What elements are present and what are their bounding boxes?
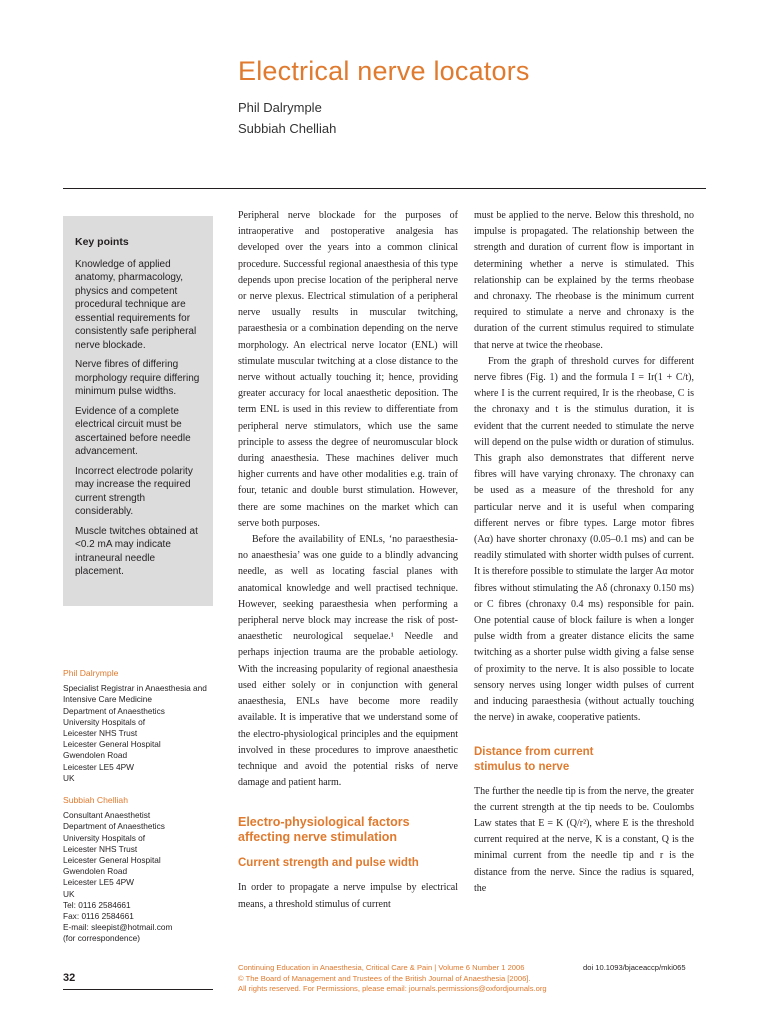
affiliation-line: Intensive Care Medicine — [63, 694, 153, 705]
key-points-box — [63, 216, 213, 606]
doi-label: doi 10.1093/bjaceaccp/mki065 — [583, 963, 686, 972]
page-number: 32 — [63, 972, 76, 984]
key-point: Nerve fibres of differing morphology require differing minimum pulse widths. — [75, 359, 200, 397]
affiliation-line: Gwendolen Road — [63, 750, 128, 761]
affiliation-line: Leicester NHS Trust — [63, 728, 138, 739]
key-points-heading: Key points — [75, 236, 129, 248]
affiliation-line: University Hospitals of — [63, 716, 146, 727]
article-title: Electrical nerve locators — [238, 56, 530, 86]
affiliation-line: E-mail: sleepist@hotmail.com — [63, 922, 173, 933]
affiliation-line: Leicester NHS Trust — [63, 843, 138, 854]
affiliation-line: Department of Anaesthetics — [63, 705, 165, 716]
affiliation-line: UK — [63, 772, 75, 783]
affiliation-line: Consultant Anaesthetist — [63, 810, 151, 821]
key-point: Knowledge of applied anatomy, pharmacology, physics and competent procedural technique are essential requirements for consistently safe peripheral nerve blockade. — [75, 258, 197, 351]
affiliation-line: Tel: 0116 2584661 — [63, 899, 131, 910]
body-paragraph: In order to propagate a nerve impulse by electrical means, a threshold stimulus of current — [238, 882, 458, 910]
footer-line: Continuing Education in Anaesthesia, Critical Care & Pain | Volume 6 Number 1 2006 — [238, 963, 525, 972]
affiliation-chelliah — [63, 795, 223, 945]
body-paragraph: Before the availability of ENLs, ‘no paraesthesia-no anaesthesia’ was one guide to a blindly advancing needle, as well as locating fascial planes with anatomical knowledge and well practised technique. However, seeking paraesthesia when performing a peripheral nerve block may increase the risk of post-anaesthetic neurological sequelae.¹ Needle and perhaps injection trauma are the probable aetiology. With the increasing popularity of regional anaesthesia used either solely or in conjunction with general anaesthesia, ENLs have become more readily available. It is imperative that we understand some of the electro-physiological principles and the equipment involved in these procedures to improve anaesthetic technique and avoid the potential risks of nerve damage and patient harm. — [238, 534, 458, 789]
body-paragraph: From the graph of threshold curves for different nerve fibres (Fig. 1) and the formula I = Ir(1 + C/t), where I is the current required, Ir is the rheobase, C is the chronaxy and t is the stimulus duration, it is evident that the current needed to stimulate the nerve will depend on the pulse width or duration of stimulus. This graph also demonstrates that different nerve fibres will have varying chronaxy. The chronaxy can be used as a measure of the threshold for any particular nerve and it is useful when comparing different nerves or fibre types. Large motor fibres (Aα) have shorter chronaxy (0.05–0.1 ms) and can be readily stimulated with shorter width pulses of current. It is therefore possible to stimulate the larger Aα motor fibres without stimulating the Aδ (chronaxy 0.150 ms) or C fibres (chronaxy 0.4 ms) responsible for pain. One potential cause of block failure is when a longer pulse width from a greater distance elicits the same twitching as a shorter pulse width giving a false sense of proximity to the nerve. It is also possible to locate sensory nerves using longer width pulses of current and inducing paraesthesia (without actually touching the nerve) in awake, cooperative patients. — [474, 355, 694, 724]
affiliation-line: Leicester LE5 4PW — [63, 877, 135, 888]
body-paragraph: Peripheral nerve blockade for the purposes of intraoperative and postoperative analgesia has developed over the years into a common clinical procedure. Successful regional anaesthesia of this type depends upon precise location of the peripheral nerve or nerve plexus. Electrical stimulation of a peripheral nerve usually results in muscular twitching, paraesthesia or a combination depending on the nerve morphology. An electrical nerve locator (ENL) will stimulate muscular twitching at a close distance to the nerve without actually touching it; hence, providing greater accuracy for local anaesthetic deposition. The term ENL is used in this review to differentiate from peripheral nerve stimulators, which use the same principle to assess the degree of neuromuscular block during anaesthesia. These machines deliver much higher currents and have other modalities e.g. train of four, tetanic and double burst stimulation. However, there are some machines on the market which can serve both purposes. — [238, 210, 458, 529]
section-heading: Electro-physiological factors affecting nerve stimulation — [238, 815, 410, 845]
affiliation-line: Fax: 0116 2584661 — [63, 911, 134, 922]
affiliation-line: Specialist Registrar in Anaesthesia and — [63, 683, 207, 694]
subsection-heading: Current strength and pulse width — [238, 857, 419, 870]
subsection-heading: Distance from current stimulus to nerve — [474, 745, 594, 773]
affiliation-line: Leicester General Hospital — [63, 739, 161, 750]
body-column-middle — [238, 208, 458, 913]
affiliation-line: Leicester LE5 4PW — [63, 761, 135, 772]
affiliation-line: University Hospitals of — [63, 832, 146, 843]
author-list — [238, 97, 336, 139]
author-name: Phil Dalrymple — [238, 100, 322, 115]
header-divider — [63, 188, 706, 189]
body-paragraph: The further the needle tip is from the nerve, the greater the current strength at the tip needs to be. Coulombs Law states that E = K (Q/r²), where E is the threshold current required at the nerve, K is a constant, Q is the minimal current from the needle tip and r is the distance from the nerve. Since the radius is squared, the — [474, 785, 694, 894]
affiliation-line: (for correspondence) — [63, 933, 141, 944]
author-name: Subbiah Chelliah — [238, 121, 337, 136]
affiliation-name: Phil Dalrymple — [63, 668, 119, 678]
key-point: Incorrect electrode polarity may increase the required current strength considerably. — [75, 465, 193, 517]
affiliation-line: Leicester General Hospital — [63, 855, 161, 866]
key-point: Evidence of a complete electrical circuit must be ascertained before needle advancement. — [75, 405, 191, 457]
affiliation-name: Subbiah Chelliah — [63, 795, 128, 805]
affiliation-line: UK — [63, 888, 75, 899]
key-point: Muscle twitches obtained at <0.2 mA may indicate intraneural needle placement. — [75, 525, 198, 577]
body-paragraph: must be applied to the nerve. Below this threshold, no impulse is propagated. The relationship between the strength and duration of current flow is important in determining whether a nerve is stimulated. This relationship can be explained by the terms rheobase and chronaxy. The rheobase is the minimum current required to stimulate a nerve and chronaxy is the duration of the current stimulus required to stimulate that nerve at twice the rheobase. — [474, 210, 694, 351]
page-number-rule — [63, 989, 213, 990]
body-column-right — [474, 208, 694, 897]
affiliation-dalrymple — [63, 668, 223, 784]
affiliation-line: Gwendolen Road — [63, 866, 128, 877]
footer-line: All rights reserved. For Permissions, please email: journals.permissions@oxfordjournals.org — [238, 984, 547, 993]
affiliation-line: Department of Anaesthetics — [63, 821, 165, 832]
footer-line: © The Board of Management and Trustees of the British Journal of Anaesthesia [2006]. — [238, 973, 531, 983]
